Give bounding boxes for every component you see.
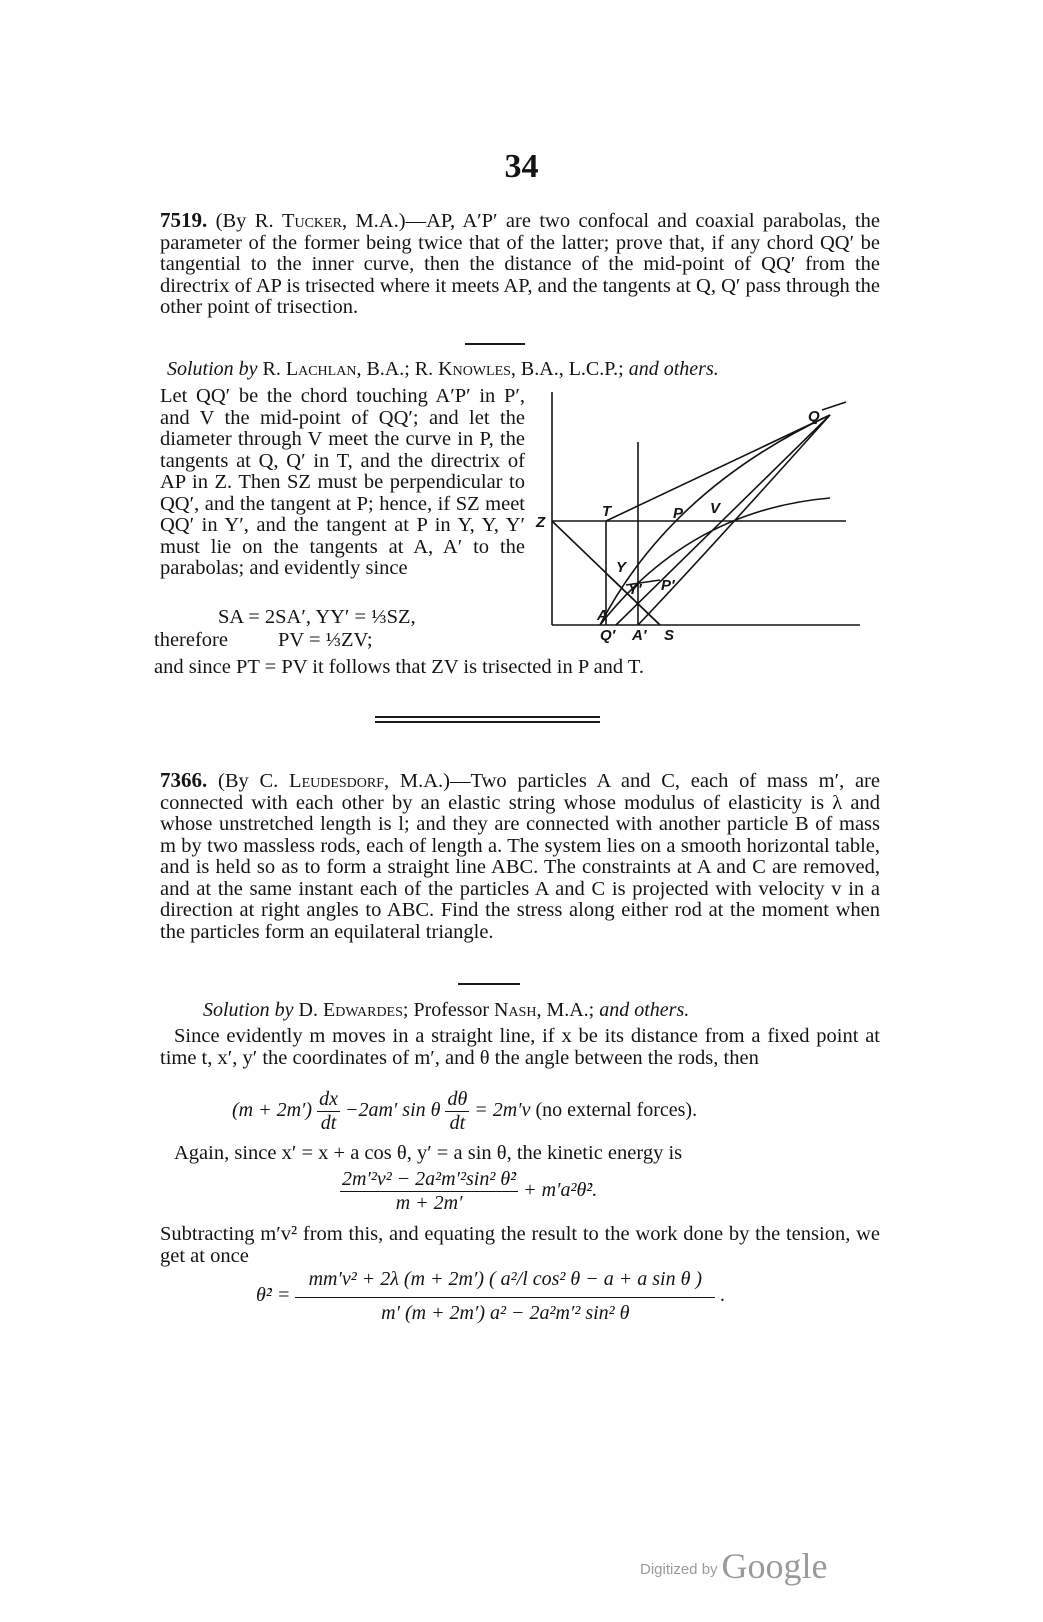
eq-term: + m′a²θ̇². [523, 1179, 598, 1202]
solution-attribution [203, 999, 689, 1021]
problem-text: —AP, A′P′ are two confocal and coaxial parabolas, the parameter of the former being twice that of the latter; prove that, if any chord QQ′ be tangential to the inner curve, then the distance of the mid-point of QQ′ from the directrix of AP is trisected where it meets AP, and the tangents at Q, Q′ pass through the other point of trisection. [160, 210, 881, 318]
solver-prefix: ; Professor [402, 999, 489, 1021]
eq-term: . [720, 1284, 726, 1307]
solution-paragraph-3: Subtracting m′v² from this, and equating the result to the work done by the tension, we get at once [160, 1223, 880, 1267]
solver-name: Nash [494, 999, 537, 1021]
eq-note: (no external forces). [535, 1099, 698, 1122]
solution-conclusion: and since PT = PV it follows that ZV is trisected in P and T. [154, 656, 645, 678]
solver-initial: R. [262, 358, 281, 380]
solver-initial: R. [414, 358, 434, 380]
google-logo: Google [721, 1546, 828, 1586]
digitized-label: Digitized by [640, 1561, 718, 1578]
double-divider-top [375, 716, 600, 718]
figure-label-q: Q [808, 408, 820, 425]
figure-label-p: P [673, 505, 684, 522]
digitized-watermark [640, 1545, 828, 1587]
problem-number: 7519. [160, 208, 208, 232]
figure-label-t: T [602, 503, 612, 520]
problem-text: —Two particles A and C, each of mass m′, are connected with each other by an elastic string whose modulus of elasticity is λ and whose unstretched length is l; and they are connected with another particle B of mass m by two massless rods, each of length a. The system lies on a smooth horizontal table, and is held so as to form a straight line ABC. The constraints at A and C are removed, and at the same instant each of the particles A and C is projected with velocity v in a direction at right angles to ABC. Find the stress along either rod at the moment when the particles form an equilateral triangle. [160, 770, 880, 943]
solution-attribution [167, 358, 719, 380]
fraction-energy: $\frac{\text{2m′²v² − 2a²m′²sin² θ̇²}}{m + 2m'}$ [342, 1168, 517, 1214]
author-suffix: , M.A.) [384, 770, 451, 792]
figure-label-z: Z [536, 514, 546, 531]
author-name: Leudesdorf [289, 770, 385, 792]
fraction-dx-dt: $\frac{dx}{dt}$ [319, 1088, 338, 1134]
problem-7366-statement [160, 770, 880, 943]
solution-paragraph-1: Since evidently m moves in a straight line, if x be its distance from a fixed point at time t, x′, y′ the coordinates of m′, and θ the angle between the rods, then [160, 1025, 880, 1069]
solver-suffix: , M.A.; [536, 999, 595, 1021]
author-prefix: (By C. [218, 770, 290, 792]
figure-label-s: S [664, 627, 675, 644]
equation-theta-dot-squared [256, 1268, 725, 1325]
solution-paragraph-2: Again, since x′ = x + a cos θ, y′ = a sin θ, the kinetic energy is [174, 1142, 683, 1164]
solver-name: Knowles [438, 358, 511, 380]
solver-name: Lachlan [285, 358, 357, 380]
solution-by-label: Solution by [203, 999, 294, 1021]
problem-7519-statement [160, 210, 880, 319]
eq-term: −2am′ sin θ [344, 1099, 441, 1122]
eq-term: = 2m′v [474, 1099, 531, 1122]
solver-suffix: , B.A., L.C.P.; [510, 358, 624, 380]
figure-label-a-prime: A′ [632, 627, 647, 644]
figure-label-y: Y [616, 559, 627, 576]
fraction-dtheta-dt: $\frac{d\theta}{dt}$ [447, 1088, 468, 1134]
eq-term: θ̇² = [256, 1284, 291, 1307]
fraction-theta: $\frac{\text{mm′v² + 2λ (m + 2m′) ( a²/l cos² θ − a + a sin θ )}}{\text{m′ (m + 2m′) a² − 2a²m′² sin² θ}}$ [295, 1268, 715, 1325]
figure-label-a: A [597, 607, 608, 624]
solution-body: Let QQ′ be the chord touching A′P′ in P′, and V the mid-point of QQ′; and let the diameter through V meet the curve in P, the tangents at Q, Q′ in T, and the directrix of AP in Z. Then SZ must be perpendicular to QQ′, and the tangent at P; hence, if SZ meet QQ′ in Y′, and the tangent at P in Y, Y, Y′ must lie on the tangents at A, A′ to the parabolas; and evidently since [160, 385, 525, 579]
solver-initial: D. [298, 999, 318, 1021]
figure-label-y-prime: Y′ [628, 581, 642, 598]
and-others-label: and others. [628, 358, 719, 380]
author-suffix: , M.A.) [341, 210, 406, 232]
author-name: Tucker [281, 210, 342, 232]
short-divider [465, 343, 525, 345]
figure-label-v: V [710, 500, 721, 517]
equation-sa: SA = 2SA′, YY′ = ⅓SZ, [218, 606, 416, 628]
therefore-label: therefore [154, 629, 228, 651]
figure-label-q-prime: Q′ [600, 627, 616, 644]
and-others-label: and others. [599, 999, 690, 1021]
eq-term: (m + 2m′) [232, 1099, 313, 1122]
equation-kinetic-energy [340, 1168, 597, 1215]
solver-name: Edwardes [323, 999, 403, 1021]
author-prefix: (By R. [215, 210, 282, 232]
equation-momentum [232, 1088, 697, 1135]
parabola-figure [530, 380, 860, 650]
short-divider [458, 983, 520, 985]
solver-suffix: , B.A.; [356, 358, 410, 380]
solution-by-label: Solution by [167, 358, 258, 380]
equation-pv: PV = ⅓ZV; [278, 629, 373, 651]
page-number: 34 [504, 148, 539, 185]
double-divider-bottom [375, 721, 600, 723]
figure-label-p-prime: P′ [661, 577, 675, 594]
problem-number: 7366. [160, 768, 208, 792]
